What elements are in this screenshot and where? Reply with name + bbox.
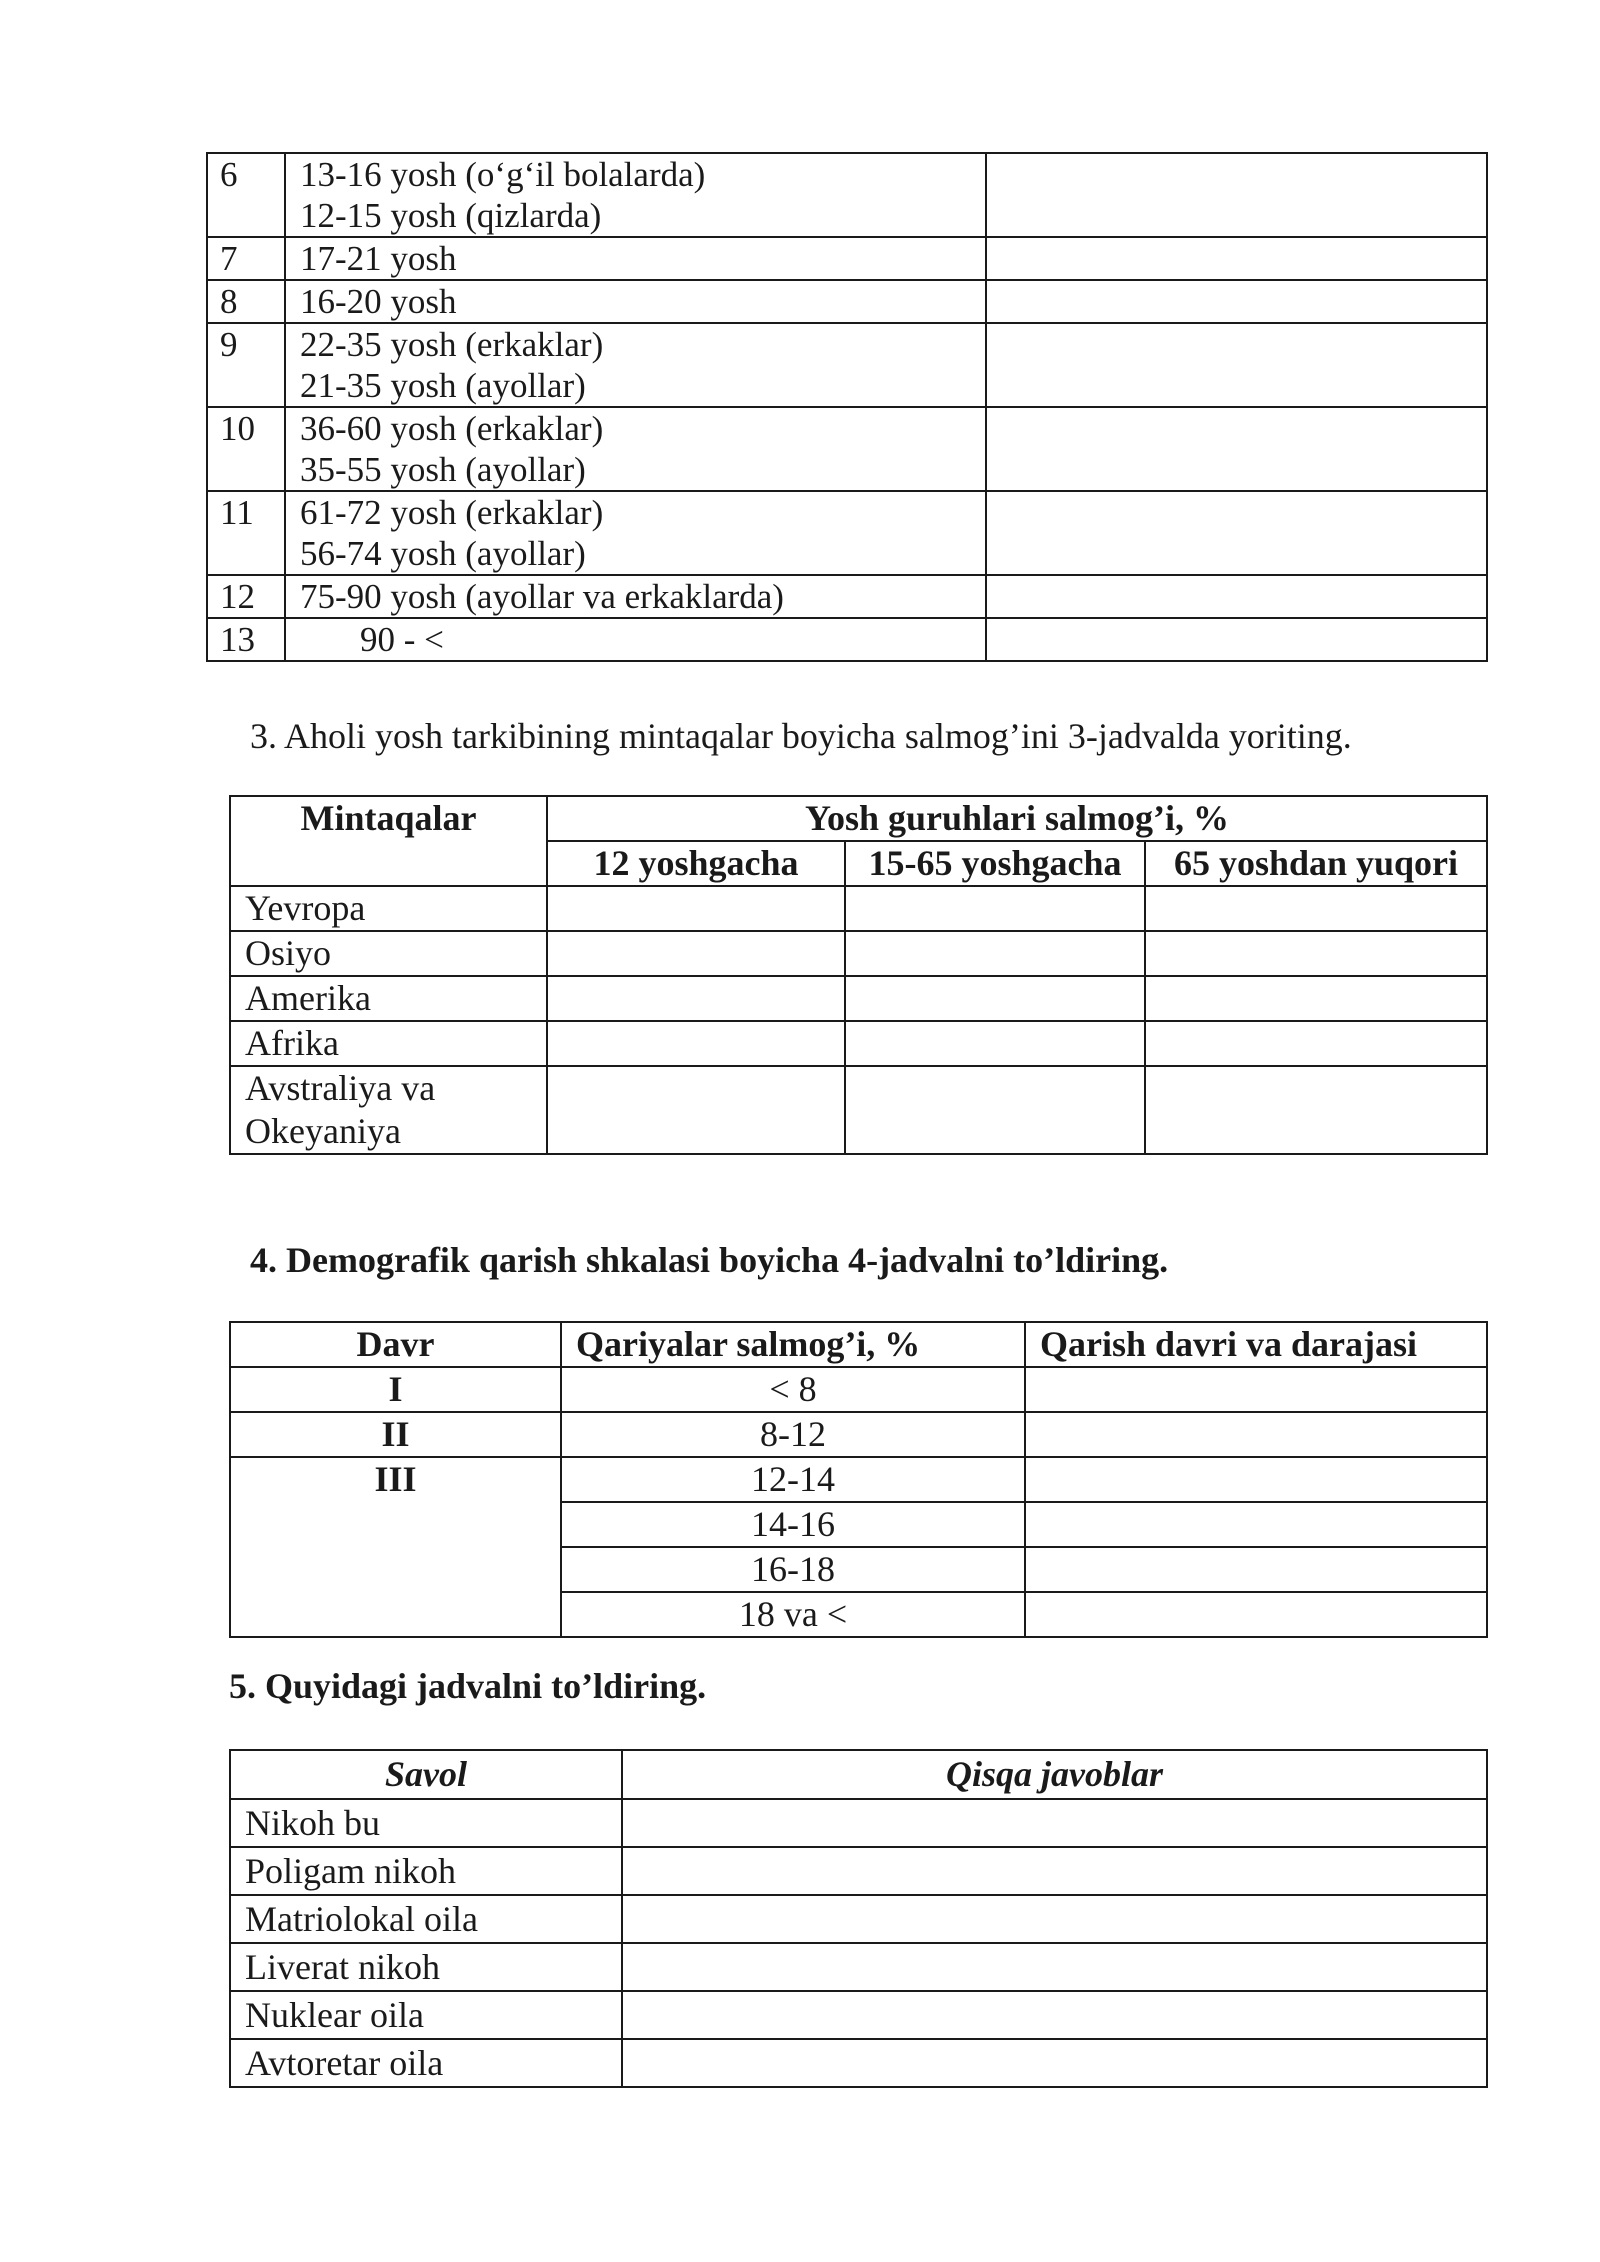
question-label: Poligam nikoh [230, 1847, 622, 1895]
elderly-share-value: < 8 [561, 1367, 1025, 1412]
age-range-cell [285, 618, 986, 661]
answer-cell[interactable] [1025, 1457, 1487, 1502]
answer-cell[interactable] [1025, 1412, 1487, 1457]
elderly-share-value: 8-12 [561, 1412, 1025, 1457]
table-row [230, 976, 1487, 1021]
question-label: Liverat nikoh [230, 1943, 622, 1991]
table-row [207, 575, 1487, 618]
age-range-line: 36-60 yosh (erkaklar) [300, 409, 604, 448]
table-row [207, 237, 1487, 280]
row-number: 11 [207, 491, 285, 575]
answer-cell[interactable] [547, 976, 845, 1021]
answer-cell[interactable] [622, 1847, 1487, 1895]
elderly-share-value: 16-18 [561, 1547, 1025, 1592]
row-number: 9 [207, 323, 285, 407]
answer-cell[interactable] [1145, 1066, 1487, 1154]
answer-cell[interactable] [1025, 1502, 1487, 1547]
table-row [230, 2039, 1487, 2087]
task-5-instruction: 5. Quyidagi jadvalni to’ldiring. [229, 1666, 707, 1706]
row-number: 12 [207, 575, 285, 618]
answer-cell[interactable] [547, 1066, 845, 1154]
region-label: Amerika [230, 976, 547, 1021]
answer-cell[interactable] [986, 323, 1487, 407]
table-row [207, 618, 1487, 661]
answer-cell[interactable] [845, 1066, 1145, 1154]
region-label: Osiyo [230, 931, 547, 976]
age-range-line: 17-21 yosh [285, 237, 986, 280]
family-terms-table [229, 1749, 1488, 2088]
period-label: III [230, 1457, 561, 1637]
answer-cell[interactable] [986, 407, 1487, 491]
task-3-instruction: 3. Aholi yosh tarkibining mintaqalar boyicha salmog’ini 3-jadvalda yoriting. [250, 716, 1352, 756]
table-row [207, 491, 1487, 575]
task-4-instruction: 4. Demografik qarish shkalasi boyicha 4-jadvalni to’ldiring. [250, 1240, 1169, 1280]
answer-cell[interactable] [1025, 1592, 1487, 1637]
answer-cell[interactable] [547, 1021, 845, 1066]
answer-cell[interactable] [986, 618, 1487, 661]
table-row [230, 1367, 1487, 1412]
row-number: 10 [207, 407, 285, 491]
table-row [230, 886, 1487, 931]
elderly-share-value: 14-16 [561, 1502, 1025, 1547]
table-row [207, 280, 1487, 323]
header-age-groups: Yosh guruhlari salmog’i, % [547, 796, 1487, 841]
table-row [230, 1895, 1487, 1943]
table-row [230, 1943, 1487, 1991]
age-range-line: 13-16 yosh (o‘g‘il bolalarda) [300, 155, 706, 194]
table-row [230, 1021, 1487, 1066]
table-row [230, 1457, 1487, 1502]
answer-cell[interactable] [1145, 931, 1487, 976]
answer-cell[interactable] [986, 575, 1487, 618]
age-range-line: 56-74 yosh (ayollar) [300, 534, 586, 573]
age-range-line: 35-55 yosh (ayollar) [300, 450, 586, 489]
answer-cell[interactable] [1145, 1021, 1487, 1066]
question-label: Nikoh bu [230, 1799, 622, 1847]
answer-cell[interactable] [986, 237, 1487, 280]
answer-cell[interactable] [845, 931, 1145, 976]
age-range-cell [285, 407, 986, 491]
answer-cell[interactable] [622, 1943, 1487, 1991]
question-label: Nuklear oila [230, 1991, 622, 2039]
answer-cell[interactable] [547, 886, 845, 931]
subheader-over-65: 65 yoshdan yuqori [1145, 841, 1487, 886]
age-periods-table [206, 152, 1488, 662]
age-range-cell [285, 323, 986, 407]
row-number: 8 [207, 280, 285, 323]
region-label: Avstraliya va Okeyaniya [230, 1066, 547, 1154]
age-range-line: 75-90 yosh (ayollar va erkaklarda) [285, 575, 986, 618]
age-range-cell [285, 491, 986, 575]
table-row [230, 1991, 1487, 2039]
header-period: Davr [230, 1322, 561, 1367]
answer-cell[interactable] [1145, 886, 1487, 931]
row-number: 6 [207, 153, 285, 237]
elderly-share-value: 18 va < [561, 1592, 1025, 1637]
age-range-line: 22-35 yosh (erkaklar) [300, 325, 604, 364]
age-range-line: 90 - < [360, 620, 444, 659]
answer-cell[interactable] [622, 1799, 1487, 1847]
table-row [230, 1847, 1487, 1895]
header-elderly-share: Qariyalar salmog’i, % [561, 1322, 1025, 1367]
table-row [230, 1066, 1487, 1154]
answer-cell[interactable] [622, 1991, 1487, 2039]
answer-cell[interactable] [547, 931, 845, 976]
table-row [230, 1799, 1487, 1847]
age-range-line: 61-72 yosh (erkaklar) [300, 493, 604, 532]
table-header-row [230, 1322, 1487, 1367]
age-range-line: 16-20 yosh [285, 280, 986, 323]
header-regions: Mintaqalar [230, 796, 547, 886]
age-range-cell [285, 153, 986, 237]
header-ageing-stage: Qarish davri va darajasi [1025, 1322, 1487, 1367]
elderly-share-value: 12-14 [561, 1457, 1025, 1502]
subheader-15-65: 15-65 yoshgacha [845, 841, 1145, 886]
answer-cell[interactable] [1145, 976, 1487, 1021]
region-label: Yevropa [230, 886, 547, 931]
table-header-row [230, 1750, 1487, 1799]
answer-cell[interactable] [845, 886, 1145, 931]
subheader-under-12: 12 yoshgacha [547, 841, 845, 886]
table-header-row [230, 796, 1487, 841]
age-range-line: 12-15 yosh (qizlarda) [300, 196, 602, 235]
answer-cell[interactable] [845, 1021, 1145, 1066]
region-label: Afrika [230, 1021, 547, 1066]
table-row [230, 1412, 1487, 1457]
answer-cell[interactable] [986, 491, 1487, 575]
answer-cell[interactable] [1025, 1367, 1487, 1412]
question-label: Matriolokal oila [230, 1895, 622, 1943]
answer-cell[interactable] [845, 976, 1145, 1021]
header-short-answers: Qisqa javoblar [622, 1750, 1487, 1799]
header-question: Savol [230, 1750, 622, 1799]
answer-cell[interactable] [986, 153, 1487, 237]
answer-cell[interactable] [622, 2039, 1487, 2087]
period-label: II [230, 1412, 561, 1457]
question-label: Avtoretar oila [230, 2039, 622, 2087]
table-row [207, 323, 1487, 407]
table-row [230, 931, 1487, 976]
table-row [207, 407, 1487, 491]
demographic-ageing-table [229, 1321, 1488, 1638]
row-number: 7 [207, 237, 285, 280]
age-range-line: 21-35 yosh (ayollar) [300, 366, 586, 405]
answer-cell[interactable] [986, 280, 1487, 323]
row-number: 13 [207, 618, 285, 661]
answer-cell[interactable] [1025, 1547, 1487, 1592]
answer-cell[interactable] [622, 1895, 1487, 1943]
regional-age-structure-table [229, 795, 1488, 1155]
period-label: I [230, 1367, 561, 1412]
table-row [207, 153, 1487, 237]
